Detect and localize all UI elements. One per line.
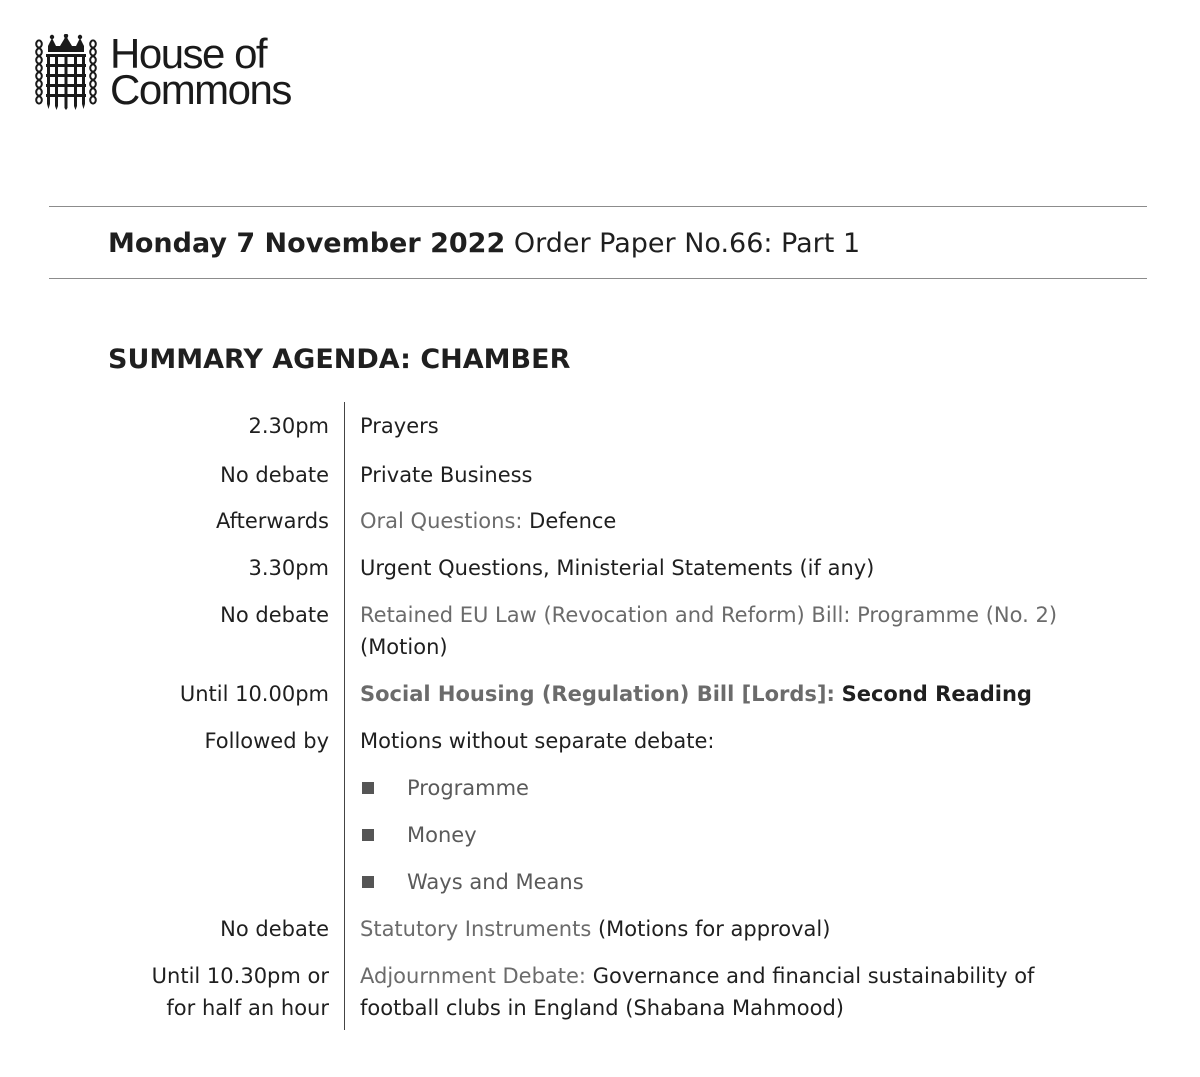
square-bullet-icon [362, 829, 374, 841]
agenda-time-line-2: for half an hour [166, 996, 329, 1020]
agenda-time: Until 10.00pm [179, 682, 329, 706]
square-bullet-icon [362, 876, 374, 888]
square-bullet-icon [362, 782, 374, 794]
agenda-time-line-1: Until 10.30pm or [151, 964, 329, 988]
agenda-item-detail: (Motions for approval) [597, 917, 831, 941]
agenda-item-link[interactable]: Adjournment Debate: [360, 964, 587, 988]
agenda-item: Motions without separate debate: [360, 729, 715, 753]
agenda-item-detail: Governance and financial sustainability of [592, 964, 1035, 988]
agenda-item-detail: Defence [529, 509, 617, 533]
order-paper-title [108, 226, 860, 262]
bottom-divider [49, 278, 1147, 279]
logo-line-1: House of [110, 30, 267, 77]
agenda-item-link[interactable]: Private Business [360, 463, 533, 487]
agenda-item-detail-line-2: football clubs in England (Shabana Mahmood) [360, 996, 844, 1020]
agenda-item-detail: (Motion) [360, 635, 448, 659]
house-of-commons-logo [34, 30, 291, 113]
agenda-item-link[interactable]: Oral Questions: [360, 509, 523, 533]
agenda-item-link[interactable]: Social Housing (Regulation) Bill [Lords]: [360, 682, 835, 706]
agenda-item-link[interactable]: Urgent Questions, Ministerial Statements (if any) [360, 556, 875, 580]
agenda-item-link[interactable]: Retained EU Law (Revocation and Reform) Bill: Programme (No. 2) [360, 603, 1058, 627]
agenda-time: No debate [220, 603, 329, 627]
sitting-date: Monday 7 November 2022 [108, 228, 506, 259]
agenda-item: Prayers [360, 414, 439, 438]
portcullis-icon [34, 34, 98, 110]
motion-label: Ways and Means [407, 870, 584, 894]
logo-line-2: Commons [110, 66, 291, 113]
logo-wordmark [110, 30, 291, 113]
agenda-time: No debate [220, 917, 329, 941]
motion-label: Programme [407, 776, 529, 800]
agenda-time: Afterwards [215, 509, 329, 533]
order-paper-number: Order Paper No.66: Part 1 [513, 228, 861, 259]
agenda-time: 2.30pm [248, 414, 329, 438]
agenda-column-divider [344, 402, 345, 1030]
motion-label: Money [407, 823, 477, 847]
agenda-item-link[interactable]: Statutory Instruments [360, 917, 592, 941]
section-heading: SUMMARY AGENDA: CHAMBER [108, 344, 571, 375]
agenda-time: 3.30pm [248, 556, 329, 580]
top-divider [49, 206, 1147, 207]
agenda-time: No debate [220, 463, 329, 487]
agenda-item-detail: Second Reading [841, 682, 1032, 706]
agenda-time [9, 960, 329, 1024]
agenda-time: Followed by [204, 729, 329, 753]
